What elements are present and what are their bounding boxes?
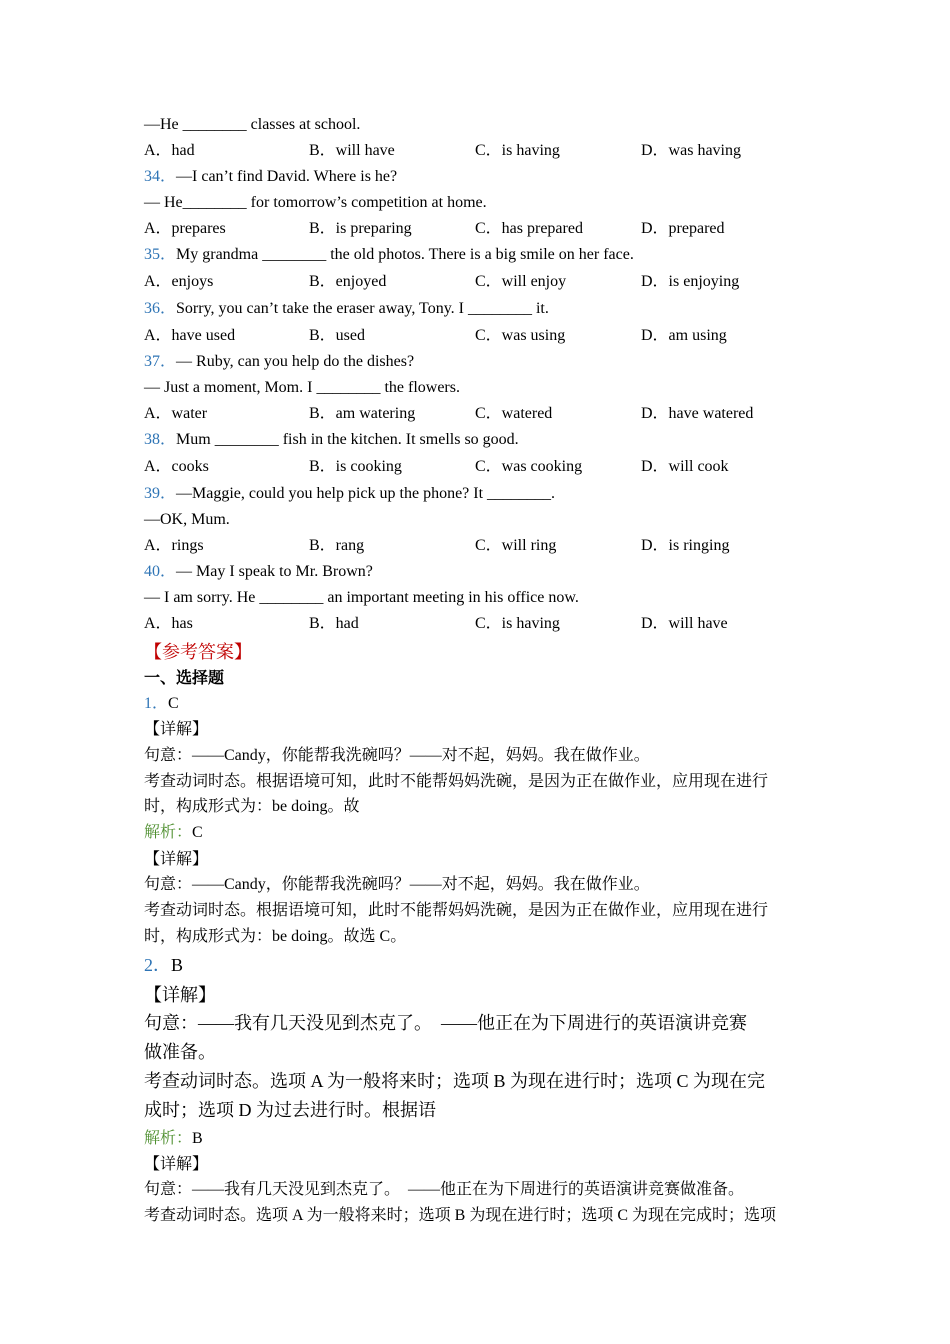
q36-stem: 36．Sorry, you can’t take the eraser away, Tony. I ________ it.: [144, 300, 549, 317]
q33-option-c: C．is having: [475, 142, 560, 159]
q37-number: 37．: [144, 353, 177, 370]
q38-option-b: B．is cooking: [309, 458, 402, 475]
q36-option-b: B．used: [309, 327, 366, 344]
q40-option-a: A．has: [144, 615, 193, 632]
q38-option-a: A．cooks: [144, 458, 209, 475]
q40-option-b: B．had: [309, 615, 359, 632]
q38-stem: 38．Mum ________ fish in the kitchen. It smells so good.: [144, 431, 519, 448]
q33-stem: —He ________ classes at school.: [144, 116, 361, 133]
answer-1-number: 1．: [144, 695, 169, 712]
q39-number: 39．: [144, 485, 177, 502]
q34-option-a: A．prepares: [144, 220, 226, 237]
answer-1-line-6: 时，构成形式为：be doing。故选 C。: [144, 928, 407, 945]
answer-2: 2．B: [144, 955, 184, 975]
q39-option-d: D．is ringing: [641, 537, 730, 554]
q35-option-b: B．enjoyed: [309, 273, 387, 290]
answers-heading: 【参考答案】: [144, 642, 252, 662]
answer-1-line-4: 句意：——Candy，你能帮我洗碗吗？——对不起，妈妈。我在做作业。: [144, 876, 650, 893]
q34-number: 34．: [144, 168, 177, 185]
q36-number: 36．: [144, 300, 177, 317]
answer-2-line-4: 成时；选项 D 为过去进行时。根据语: [144, 1100, 436, 1120]
q35-option-c: C．will enjoy: [475, 273, 567, 290]
q37-option-c: C．watered: [475, 405, 553, 422]
answer-2-line-2: 做准备。: [144, 1042, 216, 1062]
q34-stem2: — He________ for tomorrow’s competition at home.: [144, 194, 487, 211]
q36-option-a: A．have used: [144, 327, 236, 344]
q40-stem: 40．— May I speak to Mr. Brown?: [144, 563, 373, 580]
q37-option-a: A．water: [144, 405, 208, 422]
q37-stem2: — Just a moment, Mom. I ________ the flowers.: [144, 379, 460, 396]
answer-2-number: 2．: [144, 955, 171, 975]
q36-option-c: C．was using: [475, 327, 566, 344]
q37-option-b: B．am watering: [309, 405, 416, 422]
q39-option-b: B．rang: [309, 537, 365, 554]
answer-2-detail-label: 【详解】: [144, 985, 216, 1005]
q35-option-a: A．enjoys: [144, 273, 214, 290]
q40-option-c: C．is having: [475, 615, 560, 632]
answer-1-line-5: 考查动词时态。根据语境可知，此时不能帮妈妈洗碗，是因为正在做作业，应用现在进行: [144, 902, 769, 919]
jiexi-label: 解析：: [144, 824, 193, 841]
q34-option-c: C．has prepared: [475, 220, 583, 237]
q33-option-a: A．had: [144, 142, 195, 159]
answer-1-detail-label: 【详解】: [144, 721, 209, 738]
answer-1: 1．C: [144, 695, 179, 712]
q39-stem2: —OK, Mum.: [144, 511, 230, 528]
answer-1-line-1: 句意：——Candy，你能帮我洗碗吗？——对不起，妈妈。我在做作业。: [144, 747, 650, 764]
answer-1-detail-label-2: 【详解】: [144, 851, 209, 868]
q38-number: 38．: [144, 431, 177, 448]
q35-number: 35．: [144, 246, 177, 263]
q33-option-d: D．was having: [641, 142, 741, 159]
jiexi-label-2: 解析：: [144, 1130, 193, 1147]
answer-2-detail-label-2: 【详解】: [144, 1156, 209, 1173]
q33-option-b: B．will have: [309, 142, 395, 159]
answer-2-line-5: 句意：——我有几天没见到杰克了。 ——他正在为下周进行的英语演讲竞赛做准备。: [144, 1181, 745, 1198]
q37-option-d: D．have watered: [641, 405, 754, 422]
q39-stem: 39．—Maggie, could you help pick up the phone? It ________.: [144, 485, 556, 502]
q34-stem: 34．—I can’t find David. Where is he?: [144, 168, 398, 185]
q40-stem2: — I am sorry. He ________ an important meeting in his office now.: [144, 589, 579, 606]
answer-1-line-3: 时，构成形式为：be doing。故: [144, 798, 360, 815]
q36-option-d: D．am using: [641, 327, 727, 344]
q40-number: 40．: [144, 563, 177, 580]
q34-option-d: D．prepared: [641, 220, 725, 237]
answer-2-line-3: 考查动词时态。选项 A 为一般将来时；选项 B 为现在进行时；选项 C 为现在完: [144, 1071, 766, 1091]
q34-option-b: B．is preparing: [309, 220, 412, 237]
q37-stem: 37．— Ruby, can you help do the dishes?: [144, 353, 415, 370]
answer-2-jiexi: 解析：B: [144, 1130, 203, 1147]
q35-option-d: D．is enjoying: [641, 273, 740, 290]
section-heading: 一、选择题: [144, 670, 225, 687]
q35-stem: 35．My grandma ________ the old photos. There is a big smile on her face.: [144, 246, 634, 263]
q38-option-c: C．was cooking: [475, 458, 583, 475]
answer-1-line-2: 考查动词时态。根据语境可知，此时不能帮妈妈洗碗，是因为正在做作业，应用现在进行: [144, 773, 769, 790]
answer-2-line-6: 考查动词时态。选项 A 为一般将来时；选项 B 为现在进行时；选项 C 为现在完成时；选项: [144, 1207, 777, 1224]
answer-1-jiexi: 解析：C: [144, 824, 203, 841]
answer-2-line-1: 句意：——我有几天没见到杰克了。 ——他正在为下周进行的英语演讲竞赛: [144, 1013, 747, 1033]
q39-option-a: A．rings: [144, 537, 204, 554]
q38-option-d: D．will cook: [641, 458, 729, 475]
q40-option-d: D．will have: [641, 615, 728, 632]
q39-option-c: C．will ring: [475, 537, 557, 554]
